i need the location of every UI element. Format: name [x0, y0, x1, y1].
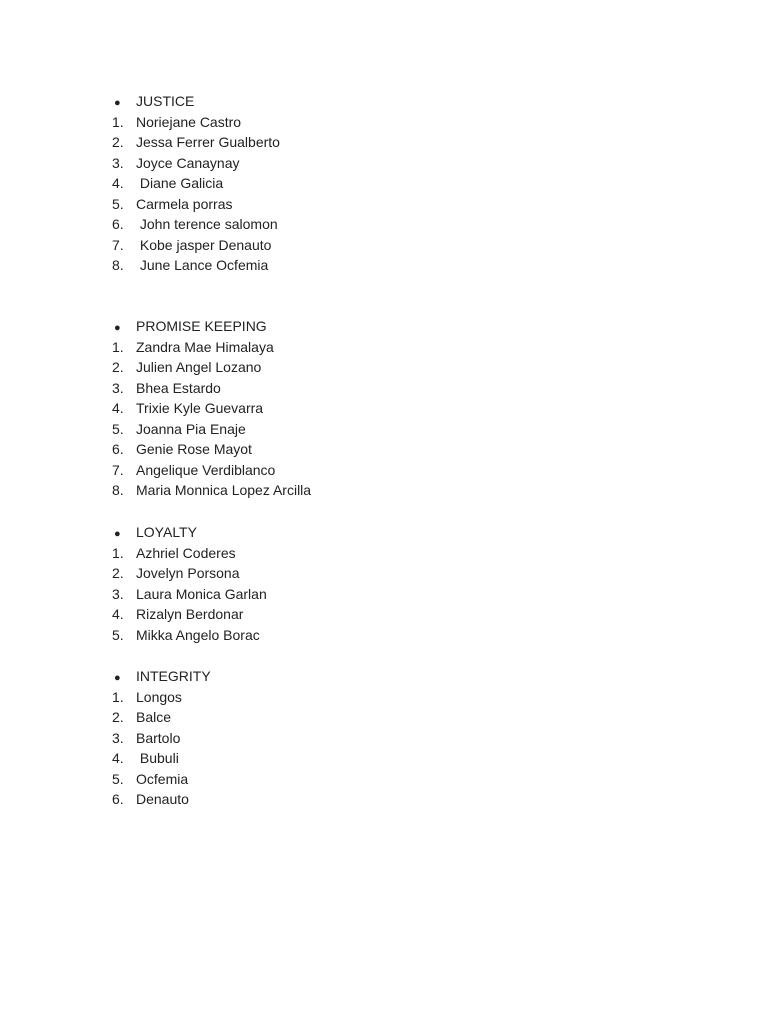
list-item: 6. John terence salomon: [112, 216, 278, 232]
list-item: 1. Zandra Mae Himalaya: [112, 338, 274, 355]
list-item: 4. Bubuli: [112, 750, 179, 766]
list-item: 7. Kobe jasper Denauto: [112, 236, 272, 253]
section-heading: PROMISE KEEPING: [136, 318, 267, 334]
list-item: 2. Julien Angel Lozano: [112, 359, 262, 375]
list-item: 5. Ocfemia: [112, 770, 189, 787]
list-item: 5. Joanna Pia Enaje: [112, 420, 246, 437]
bullet-icon: ●: [114, 97, 121, 109]
list-item: 1. Azhriel Coderes: [112, 544, 236, 561]
section-heading-line: [112, 91, 280, 112]
bullet-icon: ●: [114, 528, 121, 540]
list-item: 8. June Lance Ocfemia: [112, 257, 269, 273]
list-item: 6. Genie Rose Mayot: [112, 441, 252, 457]
section-justice: [112, 91, 280, 276]
list-item: 1. Noriejane Castro: [112, 113, 242, 130]
bullet-icon: ●: [114, 672, 121, 684]
bullet-icon: ●: [114, 322, 121, 334]
section-heading: INTEGRITY: [136, 668, 211, 684]
list-item: 5. Mikka Angelo Borac: [112, 626, 260, 643]
list-item: 5. Carmela porras: [112, 195, 233, 212]
list-item: 6. Denauto: [112, 791, 189, 807]
list-item: 7. Angelique Verdiblanco: [112, 461, 276, 478]
list-item: 4. Trixie Kyle Guevarra: [112, 400, 264, 416]
list-item: 3. Bartolo: [112, 729, 181, 746]
list-item: 1. Longos: [112, 688, 182, 705]
list-item: 2. Jovelyn Porsona: [112, 565, 240, 581]
section-promise-keeping: [112, 316, 311, 501]
list-item: 2. Jessa Ferrer Gualberto: [112, 134, 280, 150]
list-item: 3. Bhea Estardo: [112, 379, 221, 396]
section-loyalty: [112, 522, 267, 645]
list-item: 2. Balce: [112, 709, 172, 725]
list-item: 8. Maria Monnica Lopez Arcilla: [112, 482, 312, 498]
section-heading-line: [112, 522, 267, 543]
section-heading-line: [112, 316, 311, 337]
list-item: 4. Diane Galicia: [112, 175, 224, 191]
section-heading: LOYALTY: [136, 524, 197, 540]
section-heading-line: [112, 666, 211, 687]
section-integrity: [112, 666, 211, 810]
list-item: 3. Joyce Canaynay: [112, 154, 240, 171]
section-heading: JUSTICE: [136, 93, 195, 109]
list-item: 3. Laura Monica Garlan: [112, 585, 267, 602]
list-item: 4. Rizalyn Berdonar: [112, 606, 244, 622]
